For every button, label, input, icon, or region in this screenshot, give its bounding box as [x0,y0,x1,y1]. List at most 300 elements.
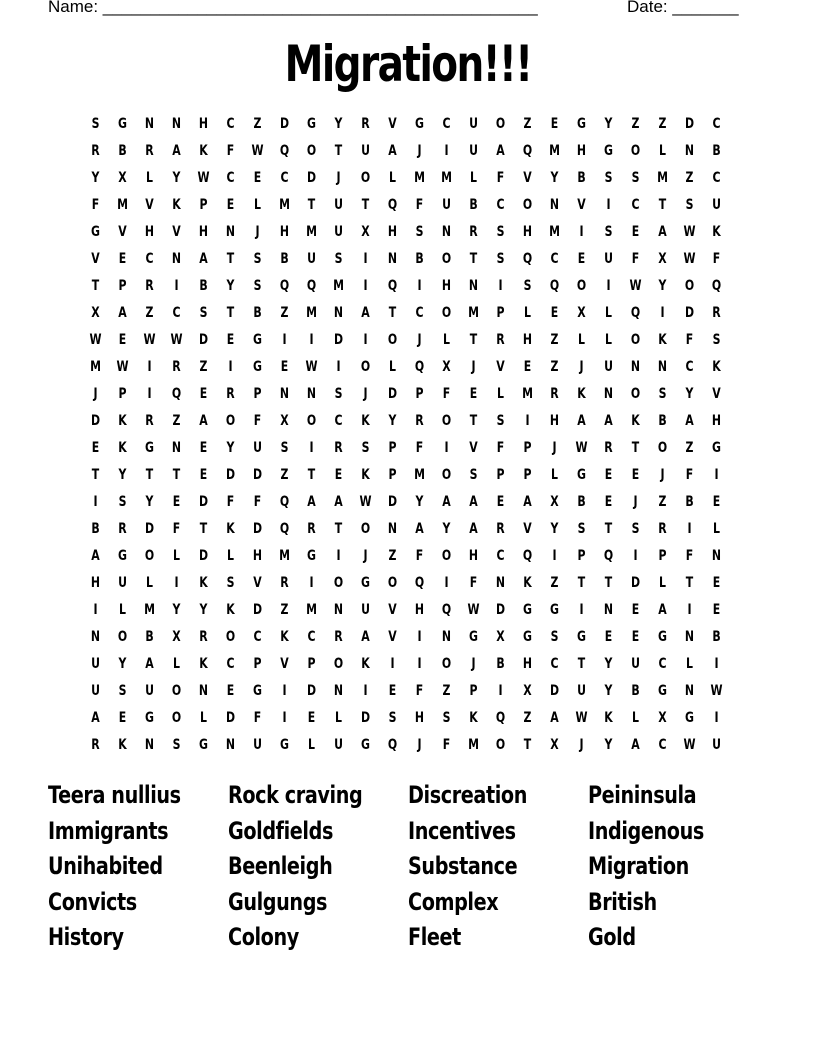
grid-letter: R [496,332,505,348]
word-bank-item: Incentives [408,816,516,845]
grid-letter: O [630,386,641,402]
grid-letter: L [443,332,450,348]
grid-letter: C [253,629,262,645]
word-bank-item: Gold [588,923,636,952]
grid-letter: U [361,602,370,618]
grid-letter: H [198,224,209,240]
grid-letter: A [307,494,316,510]
grid-letter: S [118,494,127,510]
grid-letter: S [91,116,100,132]
grid-letter: N [333,305,344,321]
grid-row [82,624,730,651]
grid-letter: I [417,629,422,645]
grid-letter: U [469,116,478,132]
grid-letter: E [199,467,208,483]
grid-letter: J [471,359,476,375]
grid-letter: I [147,386,152,402]
word-bank-item: Convicts [48,887,137,916]
grid-letter: G [253,359,262,375]
grid-letter: U [604,251,613,267]
grid-letter: I [606,278,611,294]
grid-letter: G [658,629,667,645]
grid-letter: L [146,170,153,186]
grid-letter: D [387,494,398,510]
grid-letter: T [388,305,397,321]
grid-letter: W [359,494,372,510]
grid-letter: I [498,683,503,699]
grid-letter: S [496,224,505,240]
grid-letter: K [226,602,235,618]
grid-letter: F [226,494,235,510]
grid-letter: A [415,521,424,537]
grid-letter: O [171,683,182,699]
grid-letter: I [417,656,422,672]
grid-letter: V [91,251,100,267]
word-bank-column [588,778,768,956]
grid-letter: E [280,359,289,375]
word-bank-item: Complex [408,887,499,916]
grid-letter: S [631,521,640,537]
grid-letter: D [495,602,506,618]
grid-letter: X [361,224,370,240]
grid-letter: A [118,305,127,321]
grid-letter: R [469,224,478,240]
grid-letter: E [226,197,235,213]
grid-letter: A [172,143,181,159]
page-title: Migration!!! [284,35,532,93]
grid-letter: R [496,521,505,537]
grid-letter: O [441,467,452,483]
grid-letter: K [712,359,721,375]
grid-letter: T [604,521,613,537]
grid-letter: I [363,278,368,294]
word-bank-item: Peininsula [588,781,697,809]
grid-letter: T [469,251,478,267]
grid-letter: T [658,197,667,213]
grid-letter: L [713,521,720,537]
grid-letter: L [146,575,153,591]
grid-letter: E [199,386,208,402]
grid-letter: E [631,224,640,240]
grid-letter: E [604,494,613,510]
grid-letter: D [198,494,209,510]
grid-letter: O [333,575,344,591]
grid-letter: Z [550,575,559,591]
grid-letter: S [604,170,613,186]
grid-letter: E [712,575,721,591]
grid-letter: Z [550,332,559,348]
grid-letter: R [145,413,154,429]
grid-letter: L [173,548,180,564]
grid-letter: Y [172,170,181,186]
grid-letter: O [171,710,182,726]
grid-letter: Y [604,656,613,672]
word-bank-item: Colony [228,923,299,952]
grid-letter: U [118,575,127,591]
grid-letter: E [226,332,235,348]
grid-letter: E [631,467,640,483]
grid-letter: S [118,683,127,699]
grid-letter: S [253,278,262,294]
grid-letter: L [578,332,585,348]
grid-row [82,570,730,597]
grid-letter: G [523,629,532,645]
grid-letter: P [118,386,127,402]
grid-letter: R [145,278,154,294]
grid-letter: E [172,494,181,510]
grid-letter: S [496,251,505,267]
grid-letter: A [91,710,100,726]
grid-letter: G [577,467,586,483]
grid-letter: L [470,170,477,186]
grid-letter: E [334,467,343,483]
grid-letter: Q [441,602,452,618]
grid-letter: O [225,629,236,645]
grid-letter: R [280,575,289,591]
grid-letter: P [496,305,505,321]
grid-letter: C [550,251,559,267]
grid-letter: G [550,602,559,618]
grid-letter: B [577,170,586,186]
grid-letter: I [498,278,503,294]
grid-letter: P [658,548,667,564]
grid-letter: I [282,710,287,726]
grid-letter: B [118,143,127,159]
grid-letter: A [496,143,505,159]
grid-letter: C [712,116,721,132]
grid-letter: T [631,440,640,456]
grid-letter: T [307,467,316,483]
grid-letter: B [658,413,667,429]
grid-letter: B [91,521,100,537]
grid-letter: M [441,170,452,186]
grid-letter: I [174,278,179,294]
word-bank-item: British [588,887,657,916]
grid-letter: K [118,737,127,753]
grid-letter: Y [388,413,397,429]
grid-letter: T [361,197,370,213]
grid-letter: L [308,737,315,753]
grid-letter: E [118,251,127,267]
grid-letter: U [253,440,262,456]
grid-letter: L [605,332,612,348]
grid-letter: G [361,575,370,591]
grid-letter: T [577,656,586,672]
word-bank-item: History [48,923,124,952]
grid-letter: S [496,413,505,429]
grid-letter: N [603,602,614,618]
grid-letter: N [279,386,290,402]
grid-letter: V [145,197,154,213]
grid-letter: D [306,170,317,186]
grid-letter: J [660,467,665,483]
grid-letter: Q [279,143,290,159]
grid-letter: X [172,629,181,645]
grid-letter: Y [91,170,100,186]
grid-letter: R [145,143,154,159]
grid-letter: E [550,305,559,321]
grid-letter: K [523,575,532,591]
grid-letter: X [523,683,532,699]
grid-letter: Q [279,494,290,510]
grid-letter: J [93,386,98,402]
grid-letter: R [307,521,316,537]
grid-letter: M [414,170,425,186]
grid-letter: N [495,575,506,591]
grid-letter: N [603,386,614,402]
grid-letter: A [577,413,586,429]
grid-letter: E [253,170,262,186]
grid-letter: W [116,359,129,375]
grid-letter: M [468,737,479,753]
grid-letter: L [659,143,666,159]
grid-letter: O [630,332,641,348]
grid-letter: I [552,548,557,564]
grid-letter: E [118,710,127,726]
grid-letter: J [633,494,638,510]
grid-letter: G [577,629,586,645]
grid-letter: L [524,305,531,321]
grid-letter: M [306,602,317,618]
grid-row [82,138,730,165]
grid-letter: Q [414,359,425,375]
grid-letter: F [415,683,424,699]
grid-letter: N [684,143,695,159]
grid-row [82,354,730,381]
grid-letter: I [309,575,314,591]
grid-letter: S [172,737,181,753]
grid-letter: E [550,116,559,132]
grid-letter: F [685,467,694,483]
grid-letter: T [199,521,208,537]
grid-letter: I [417,278,422,294]
grid-letter: L [173,656,180,672]
grid-letter: E [91,440,100,456]
grid-letter: F [631,251,640,267]
grid-letter: Y [118,656,127,672]
grid-letter: G [253,683,262,699]
grid-letter: N [441,224,452,240]
grid-letter: G [415,116,424,132]
grid-letter: G [361,737,370,753]
grid-letter: I [444,575,449,591]
grid-letter: B [415,251,424,267]
grid-letter: V [523,521,532,537]
grid-letter: V [469,440,478,456]
grid-letter: M [90,359,101,375]
grid-letter: T [469,413,478,429]
grid-row [82,300,730,327]
grid-letter: B [496,656,505,672]
grid-letter: V [253,575,262,591]
grid-letter: X [577,305,586,321]
grid-letter: G [145,440,154,456]
grid-letter: N [171,440,182,456]
grid-letter: Z [631,116,640,132]
grid-letter: H [90,575,101,591]
grid-letter: U [631,656,640,672]
grid-letter: W [629,278,642,294]
grid-letter: D [198,332,209,348]
grid-letter: U [91,683,100,699]
grid-letter: J [417,332,422,348]
grid-letter: U [469,143,478,159]
grid-row [82,489,730,516]
grid-letter: K [172,197,181,213]
grid-letter: M [144,602,155,618]
grid-letter: I [579,602,584,618]
grid-letter: I [309,332,314,348]
grid-letter: M [468,305,479,321]
grid-letter: X [550,494,559,510]
grid-letter: S [253,251,262,267]
grid-letter: L [605,305,612,321]
grid-letter: D [684,116,695,132]
grid-letter: Q [549,278,560,294]
grid-letter: J [417,737,422,753]
grid-letter: I [714,467,719,483]
grid-letter: O [441,656,452,672]
word-bank-item: Goldfields [228,816,333,845]
grid-letter: G [253,332,262,348]
grid-letter: C [307,629,316,645]
grid-letter: R [118,521,127,537]
grid-letter: G [577,116,586,132]
grid-letter: E [712,494,721,510]
grid-letter: C [226,116,235,132]
grid-letter: Z [280,602,289,618]
grid-letter: K [361,656,370,672]
grid-letter: W [683,737,696,753]
word-bank-column [408,778,588,956]
word-bank-column [228,778,408,956]
grid-letter: X [550,737,559,753]
grid-letter: Q [630,305,641,321]
grid-letter: S [604,224,613,240]
grid-letter: C [685,359,694,375]
grid-letter: F [415,440,424,456]
grid-letter: P [253,656,262,672]
grid-letter: K [361,467,370,483]
grid-letter: X [118,170,127,186]
grid-letter: G [118,116,127,132]
grid-letter: F [415,548,424,564]
grid-letter: P [388,467,397,483]
grid-letter: F [469,575,478,591]
grid-letter: Q [306,278,317,294]
grid-letter: W [575,440,588,456]
grid-letter: Y [550,521,559,537]
grid-row [82,111,730,138]
grid-letter: Y [199,602,208,618]
grid-letter: P [388,440,397,456]
grid-letter: D [252,602,263,618]
grid-letter: F [253,710,262,726]
grid-letter: S [388,710,397,726]
grid-letter: D [549,683,560,699]
grid-letter: H [387,224,398,240]
grid-letter: Z [550,359,559,375]
grid-letter: W [305,359,318,375]
grid-letter: H [441,278,452,294]
grid-letter: N [171,116,182,132]
grid-letter: F [496,440,505,456]
grid-letter: I [363,251,368,267]
name-field[interactable]: Name: ______________________________________________ [48,0,538,16]
grid-letter: R [334,629,343,645]
grid-letter: F [226,143,235,159]
date-field[interactable]: Date: _______ [627,0,739,16]
grid-letter: D [279,116,290,132]
grid-letter: P [523,440,532,456]
grid-letter: U [334,197,343,213]
grid-letter: A [361,629,370,645]
grid-letter: I [687,521,692,537]
grid-letter: U [577,683,586,699]
grid-letter: O [360,170,371,186]
grid-letter: I [336,548,341,564]
grid-letter: A [550,710,559,726]
grid-letter: G [145,710,154,726]
grid-letter: V [118,224,127,240]
grid-letter: E [496,494,505,510]
grid-letter: Y [604,737,613,753]
grid-letter: A [334,494,343,510]
grid-letter: J [471,656,476,672]
grid-letter: N [225,224,236,240]
grid-letter: N [441,629,452,645]
grid-letter: Z [388,548,397,564]
grid-letter: K [199,575,208,591]
grid-letter: D [684,305,695,321]
grid-letter: P [199,197,208,213]
grid-letter: X [496,629,505,645]
grid-letter: Y [226,278,235,294]
grid-letter: R [361,116,370,132]
grid-letter: R [172,359,181,375]
word-bank-item: Rock craving [228,781,363,809]
grid-letter: I [714,656,719,672]
grid-letter: C [334,413,343,429]
grid-letter: T [523,737,532,753]
grid-letter: H [711,413,722,429]
grid-letter: X [442,359,451,375]
grid-letter: O [387,575,398,591]
grid-letter: G [658,683,667,699]
grid-row [82,651,730,678]
grid-letter: M [333,278,344,294]
grid-letter: O [495,116,506,132]
grid-letter: G [523,602,532,618]
grid-letter: T [469,332,478,348]
grid-letter: F [415,197,424,213]
grid-letter: O [576,278,587,294]
grid-letter: N [198,683,209,699]
grid-letter: I [309,440,314,456]
grid-letter: K [361,413,370,429]
grid-letter: L [659,575,666,591]
grid-letter: T [604,575,613,591]
grid-letter: P [577,548,586,564]
grid-letter: M [414,467,425,483]
grid-letter: Q [522,143,533,159]
grid-letter: B [712,143,721,159]
grid-letter: S [415,224,424,240]
grid-letter: N [468,278,479,294]
grid-letter: C [415,305,424,321]
grid-letter: P [496,467,505,483]
grid-letter: I [525,413,530,429]
